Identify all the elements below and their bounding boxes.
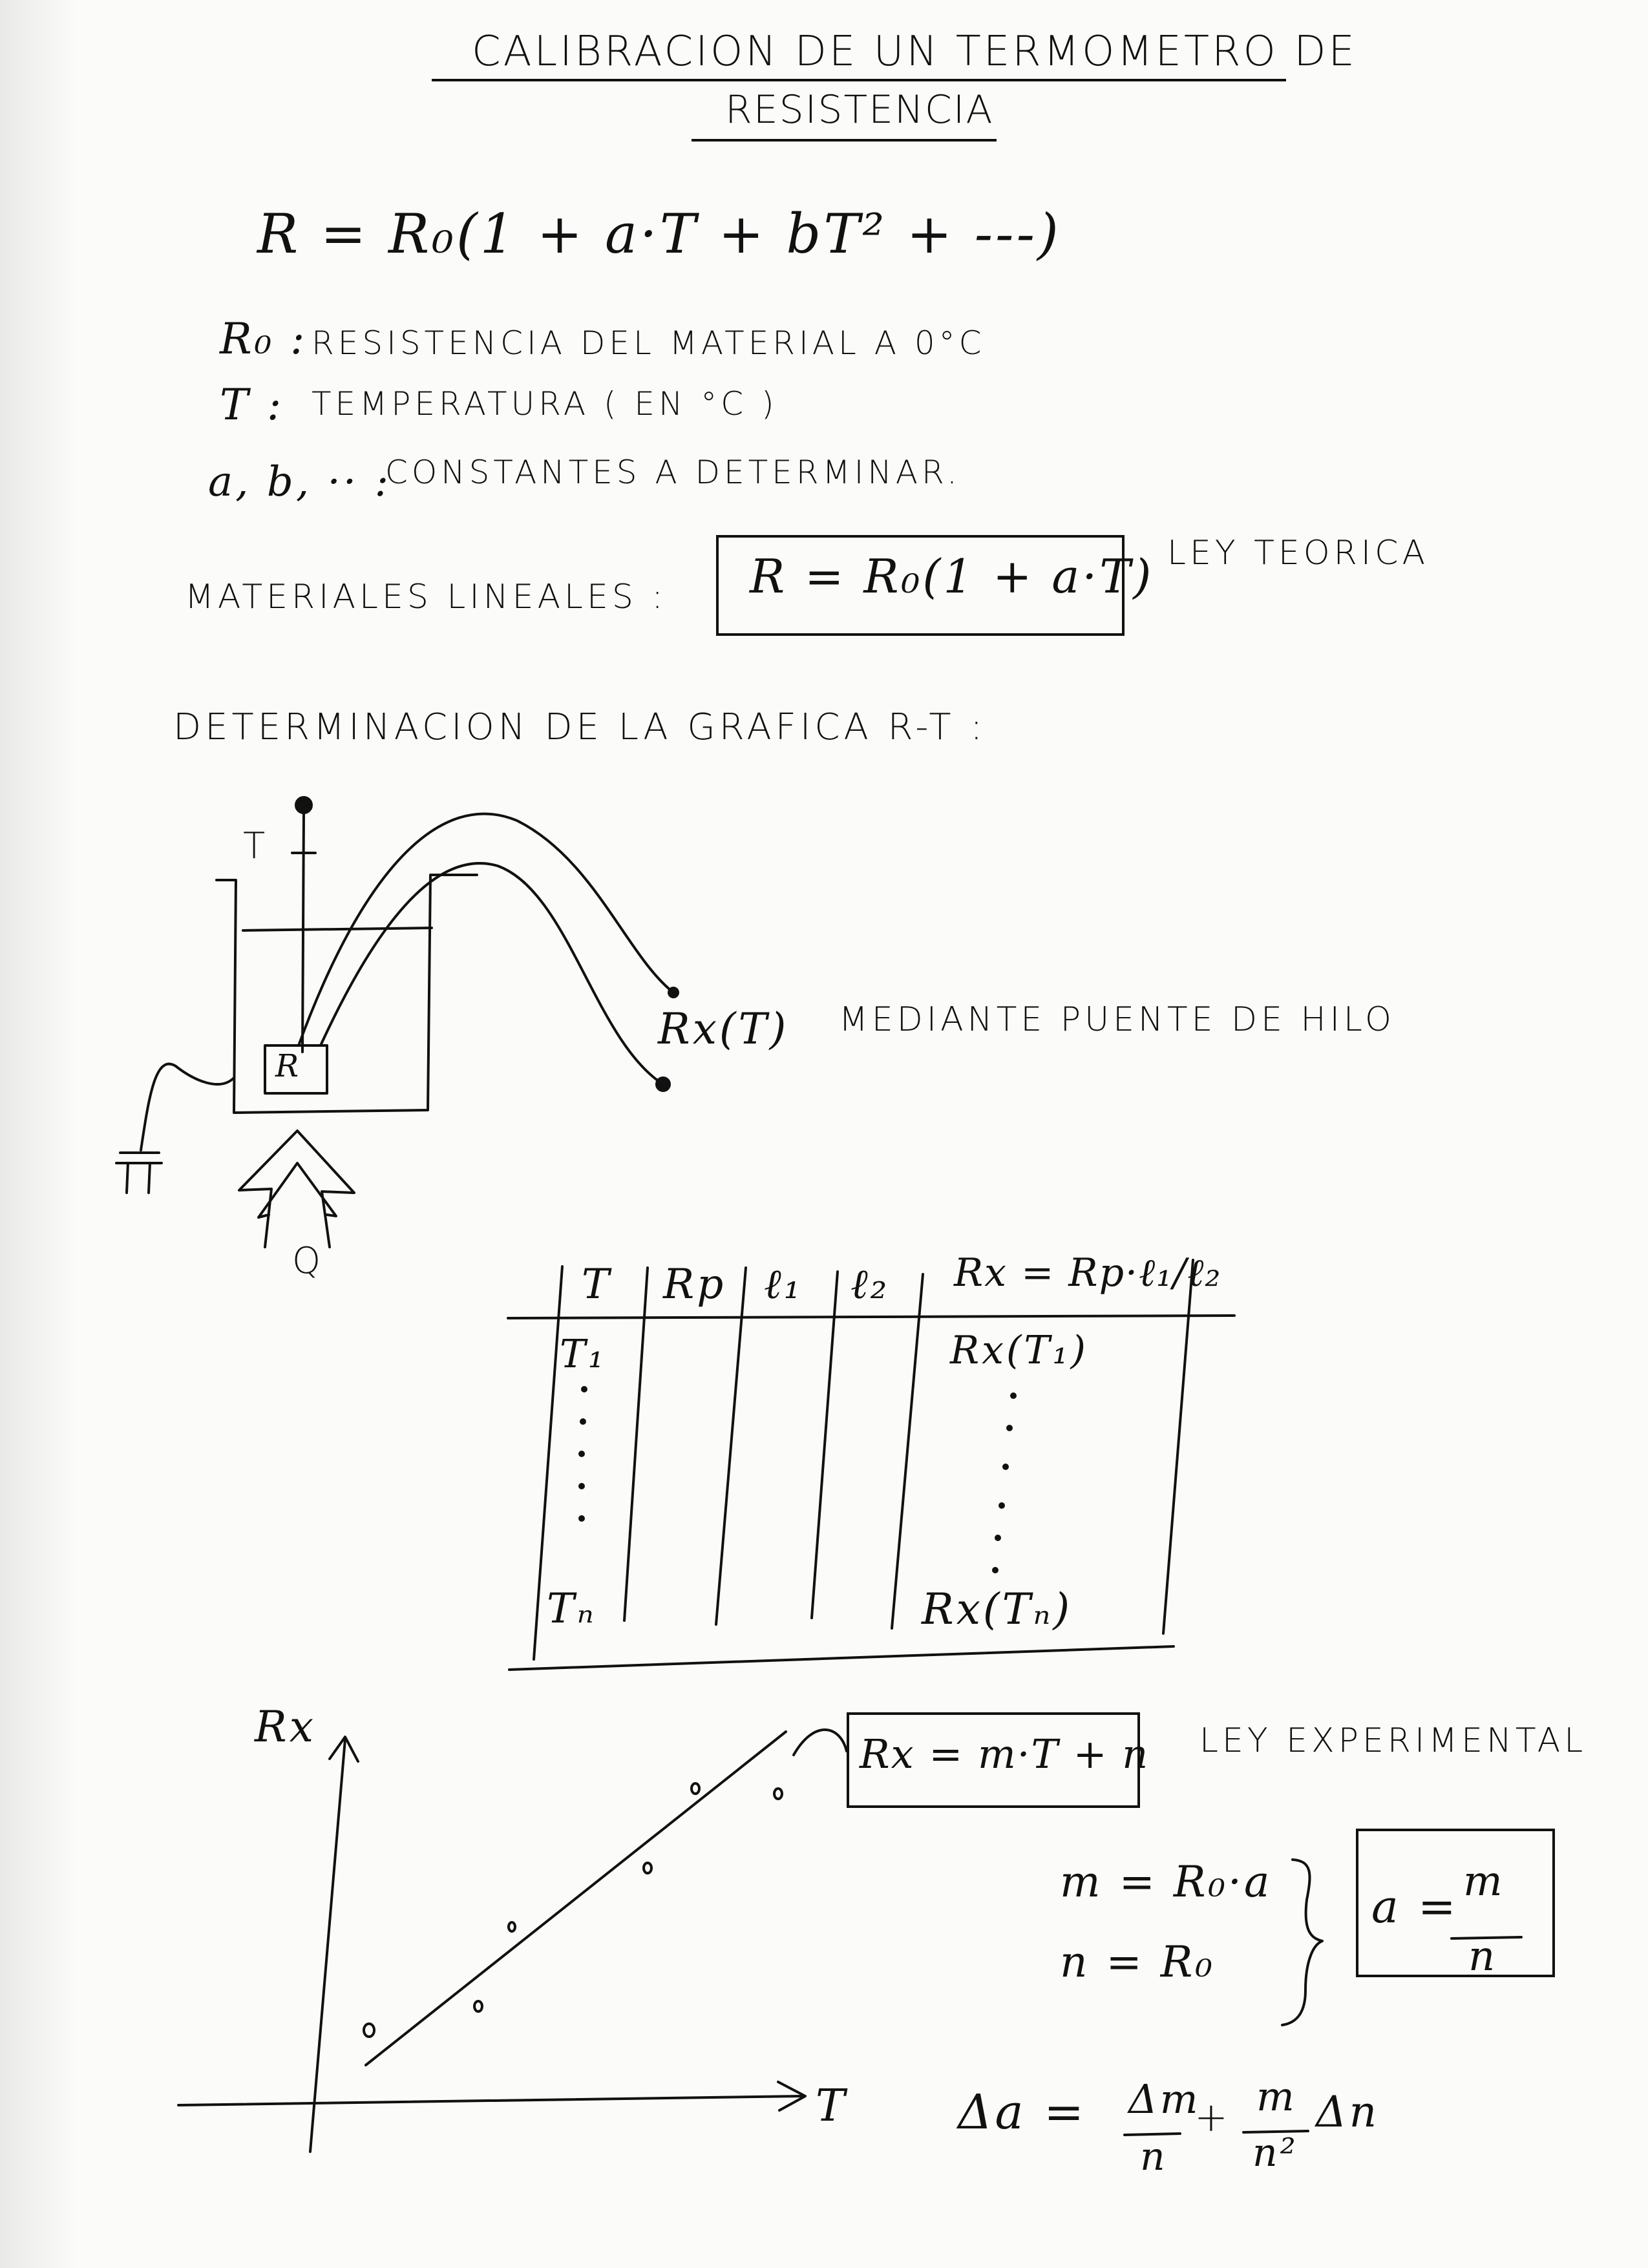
def-symbol-r0: R₀ : <box>220 314 308 364</box>
result-lhs: a = <box>1371 1880 1459 1933</box>
graph-axes <box>178 1737 805 2152</box>
heat-arrow <box>239 1131 354 1247</box>
parameter-brace <box>1282 1860 1322 2025</box>
param-n: n = R₀ <box>1060 1937 1215 1987</box>
def-symbol-t: T : <box>220 380 284 430</box>
section-heading: DETERMINACION DE LA GRAFICA R-T : <box>173 706 987 748</box>
table-first-t: T₁ <box>560 1332 607 1377</box>
result-numerator: m <box>1463 1858 1505 1906</box>
table-header-rp: Rp <box>663 1261 726 1308</box>
linear-label: MATERIALES LINEALES : <box>185 578 667 616</box>
power-plug-cable <box>116 1064 234 1193</box>
linear-law: LEY TEORICA <box>1167 534 1430 572</box>
graph-x-label: T <box>816 2081 848 2132</box>
fit-callout-hook <box>794 1730 847 1755</box>
title-line-1: CALIBRACION DE UN TERMOMETRO DE <box>472 28 1357 76</box>
title-line-2: RESISTENCIA <box>725 87 994 132</box>
table-header-t: T <box>582 1261 612 1308</box>
table-last-rx: Rx(Tₙ) <box>922 1584 1073 1634</box>
graph-points <box>364 1783 782 2037</box>
fit-equation: Rx = m·T + n <box>860 1730 1150 1778</box>
thermometer-label: T <box>243 825 269 867</box>
experimental-law: LEY EXPERIMENTAL <box>1199 1721 1587 1760</box>
def-text-r0: RESISTENCIA DEL MATERIAL A 0°C <box>312 324 986 362</box>
def-text-t: TEMPERATURA ( EN °C ) <box>312 385 778 423</box>
error-term1-denominator: n <box>1140 2134 1168 2179</box>
def-symbol-ab: a, b, ·· : <box>208 458 392 506</box>
method-label: MEDIANTE PUENTE DE HILO <box>839 1000 1395 1039</box>
error-term2-numerator: m <box>1256 2073 1297 2120</box>
result-denominator: n <box>1468 1933 1498 1980</box>
def-text-ab: CONSTANTES A DETERMINAR. <box>385 454 961 491</box>
graph-y-label: Rx <box>255 1702 316 1752</box>
measurement-wires <box>299 814 678 1091</box>
main-equation: R = R₀(1 + a·T + bT² + ---) <box>257 202 1061 266</box>
linear-equation: R = R₀(1 + a·T) <box>750 549 1154 604</box>
error-term2-denominator: n² <box>1252 2130 1298 2176</box>
table-header-l2: ℓ₂ <box>850 1261 890 1308</box>
error-term2-tail: Δn <box>1316 2087 1380 2137</box>
fit-line <box>366 1732 786 2065</box>
resistor-label: R <box>275 1048 302 1084</box>
table-last-t: Tₙ <box>547 1585 597 1633</box>
heat-label: Q <box>292 1240 325 1282</box>
error-lhs: Δa = <box>958 2084 1087 2140</box>
table-header-l1: ℓ₁ <box>764 1261 803 1308</box>
table-first-rx: Rx(T₁) <box>950 1328 1088 1373</box>
param-m: m = R₀·a <box>1060 1857 1273 1907</box>
error-term1-numerator: Δm <box>1128 2075 1201 2123</box>
table-header-rx: Rx = Rp·ℓ₁/ℓ₂ <box>954 1250 1222 1296</box>
table-grid <box>508 1260 1234 1670</box>
output-label: Rx(T) <box>658 1004 789 1054</box>
error-plus: + <box>1194 2094 1232 2141</box>
